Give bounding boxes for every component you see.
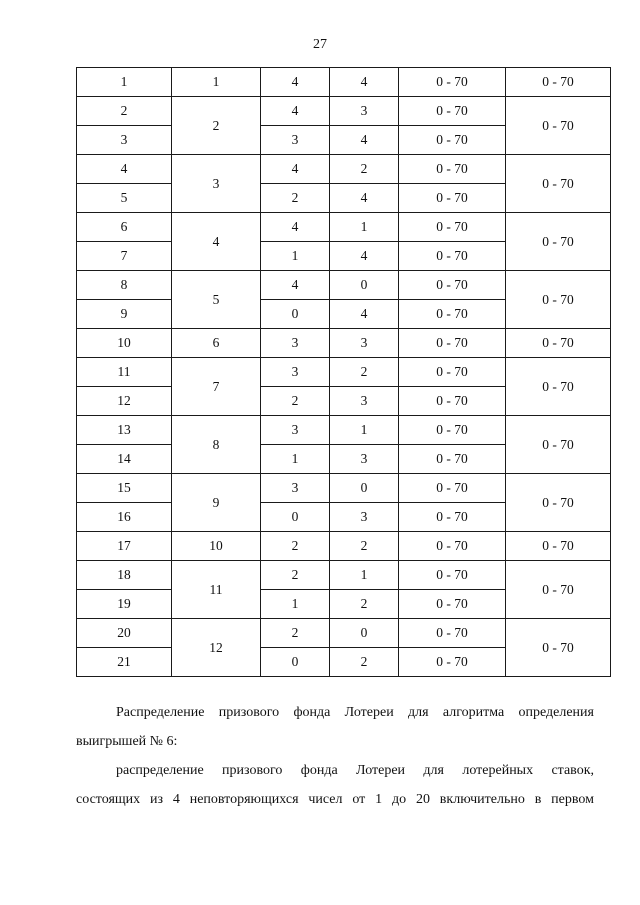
value-b-cell: 4: [330, 184, 399, 213]
range-cell: 0 - 70: [399, 590, 506, 619]
range-cell: 0 - 70: [399, 155, 506, 184]
value-a-cell: 2: [261, 561, 330, 590]
row-number-cell: 12: [77, 387, 172, 416]
group-range-cell: 0 - 70: [506, 97, 611, 155]
value-b-cell: 4: [330, 300, 399, 329]
value-b-cell: 1: [330, 416, 399, 445]
paragraph-line: состоящих из 4 неповторяющихся чисел от 1 до 20 включительно в первом: [76, 792, 594, 807]
row-number-cell: 7: [77, 242, 172, 271]
table-row: [77, 561, 611, 590]
range-cell: 0 - 70: [399, 271, 506, 300]
group-cell: 4: [172, 213, 261, 271]
value-b-cell: 0: [330, 271, 399, 300]
value-a-cell: 1: [261, 445, 330, 474]
value-b-cell: 3: [330, 445, 399, 474]
value-a-cell: 2: [261, 387, 330, 416]
value-a-cell: 2: [261, 619, 330, 648]
group-range-cell: 0 - 70: [506, 213, 611, 271]
group-cell: 3: [172, 155, 261, 213]
range-cell: 0 - 70: [399, 300, 506, 329]
paragraph-line: выигрышей № 6:: [76, 734, 178, 749]
group-cell: 11: [172, 561, 261, 619]
row-number-cell: 19: [77, 590, 172, 619]
value-b-cell: 2: [330, 358, 399, 387]
row-number-cell: 20: [77, 619, 172, 648]
table-row: [77, 329, 611, 358]
value-a-cell: 3: [261, 474, 330, 503]
value-b-cell: 1: [330, 213, 399, 242]
table-row: [77, 532, 611, 561]
row-number-cell: 10: [77, 329, 172, 358]
range-cell: 0 - 70: [399, 242, 506, 271]
group-range-cell: 0 - 70: [506, 474, 611, 532]
range-cell: 0 - 70: [399, 68, 506, 97]
paragraph-line: распределение призового фонда Лотереи для лотерейных ставок,: [116, 763, 594, 778]
group-range-cell: 0 - 70: [506, 619, 611, 677]
group-range-cell: 0 - 70: [506, 358, 611, 416]
value-a-cell: 4: [261, 68, 330, 97]
group-cell: 9: [172, 474, 261, 532]
group-cell: 10: [172, 532, 261, 561]
group-cell: 5: [172, 271, 261, 329]
value-a-cell: 0: [261, 300, 330, 329]
row-number-cell: 15: [77, 474, 172, 503]
range-cell: 0 - 70: [399, 358, 506, 387]
table-body: [77, 68, 611, 677]
value-b-cell: 4: [330, 242, 399, 271]
value-a-cell: 3: [261, 416, 330, 445]
row-number-cell: 5: [77, 184, 172, 213]
row-number-cell: 9: [77, 300, 172, 329]
value-a-cell: 2: [261, 184, 330, 213]
range-cell: 0 - 70: [399, 648, 506, 677]
row-number-cell: 13: [77, 416, 172, 445]
range-cell: 0 - 70: [399, 416, 506, 445]
paragraph-line: Распределение призового фонда Лотереи для алгоритма определения: [116, 705, 594, 720]
value-b-cell: 3: [330, 387, 399, 416]
group-cell: 2: [172, 97, 261, 155]
value-b-cell: 1: [330, 561, 399, 590]
value-b-cell: 4: [330, 126, 399, 155]
row-number-cell: 17: [77, 532, 172, 561]
table-row: [77, 358, 611, 387]
value-a-cell: 1: [261, 590, 330, 619]
group-cell: 12: [172, 619, 261, 677]
table-row: [77, 97, 611, 126]
group-range-cell: 0 - 70: [506, 329, 611, 358]
value-a-cell: 0: [261, 503, 330, 532]
body-text: [76, 698, 594, 814]
range-cell: 0 - 70: [399, 213, 506, 242]
value-b-cell: 4: [330, 68, 399, 97]
page-number: 27: [313, 37, 327, 52]
row-number-cell: 6: [77, 213, 172, 242]
value-b-cell: 2: [330, 155, 399, 184]
group-range-cell: 0 - 70: [506, 271, 611, 329]
value-b-cell: 0: [330, 619, 399, 648]
row-number-cell: 21: [77, 648, 172, 677]
range-cell: 0 - 70: [399, 561, 506, 590]
range-cell: 0 - 70: [399, 503, 506, 532]
group-range-cell: 0 - 70: [506, 416, 611, 474]
group-cell: 7: [172, 358, 261, 416]
value-b-cell: 3: [330, 329, 399, 358]
value-a-cell: 4: [261, 97, 330, 126]
table-row: [77, 474, 611, 503]
group-range-cell: 0 - 70: [506, 561, 611, 619]
value-a-cell: 3: [261, 126, 330, 155]
value-a-cell: 0: [261, 648, 330, 677]
range-cell: 0 - 70: [399, 445, 506, 474]
row-number-cell: 14: [77, 445, 172, 474]
value-b-cell: 3: [330, 97, 399, 126]
group-cell: 8: [172, 416, 261, 474]
range-cell: 0 - 70: [399, 97, 506, 126]
value-b-cell: 3: [330, 503, 399, 532]
row-number-cell: 11: [77, 358, 172, 387]
row-number-cell: 8: [77, 271, 172, 300]
value-b-cell: 2: [330, 590, 399, 619]
value-b-cell: 0: [330, 474, 399, 503]
range-cell: 0 - 70: [399, 474, 506, 503]
group-range-cell: 0 - 70: [506, 532, 611, 561]
value-b-cell: 2: [330, 648, 399, 677]
group-cell: 6: [172, 329, 261, 358]
row-number-cell: 2: [77, 97, 172, 126]
table-row: [77, 155, 611, 184]
value-a-cell: 4: [261, 271, 330, 300]
table-row: [77, 416, 611, 445]
range-cell: 0 - 70: [399, 126, 506, 155]
value-a-cell: 3: [261, 358, 330, 387]
row-number-cell: 16: [77, 503, 172, 532]
table-row: [77, 68, 611, 97]
group-cell: 1: [172, 68, 261, 97]
range-cell: 0 - 70: [399, 329, 506, 358]
value-a-cell: 4: [261, 213, 330, 242]
prize-distribution-table: [76, 67, 611, 677]
row-number-cell: 4: [77, 155, 172, 184]
table-row: [77, 619, 611, 648]
value-a-cell: 1: [261, 242, 330, 271]
range-cell: 0 - 70: [399, 619, 506, 648]
row-number-cell: 1: [77, 68, 172, 97]
value-a-cell: 3: [261, 329, 330, 358]
value-a-cell: 4: [261, 155, 330, 184]
range-cell: 0 - 70: [399, 387, 506, 416]
range-cell: 0 - 70: [399, 532, 506, 561]
table-row: [77, 271, 611, 300]
table-row: [77, 213, 611, 242]
row-number-cell: 18: [77, 561, 172, 590]
value-a-cell: 2: [261, 532, 330, 561]
range-cell: 0 - 70: [399, 184, 506, 213]
row-number-cell: 3: [77, 126, 172, 155]
value-b-cell: 2: [330, 532, 399, 561]
group-range-cell: 0 - 70: [506, 68, 611, 97]
group-range-cell: 0 - 70: [506, 155, 611, 213]
